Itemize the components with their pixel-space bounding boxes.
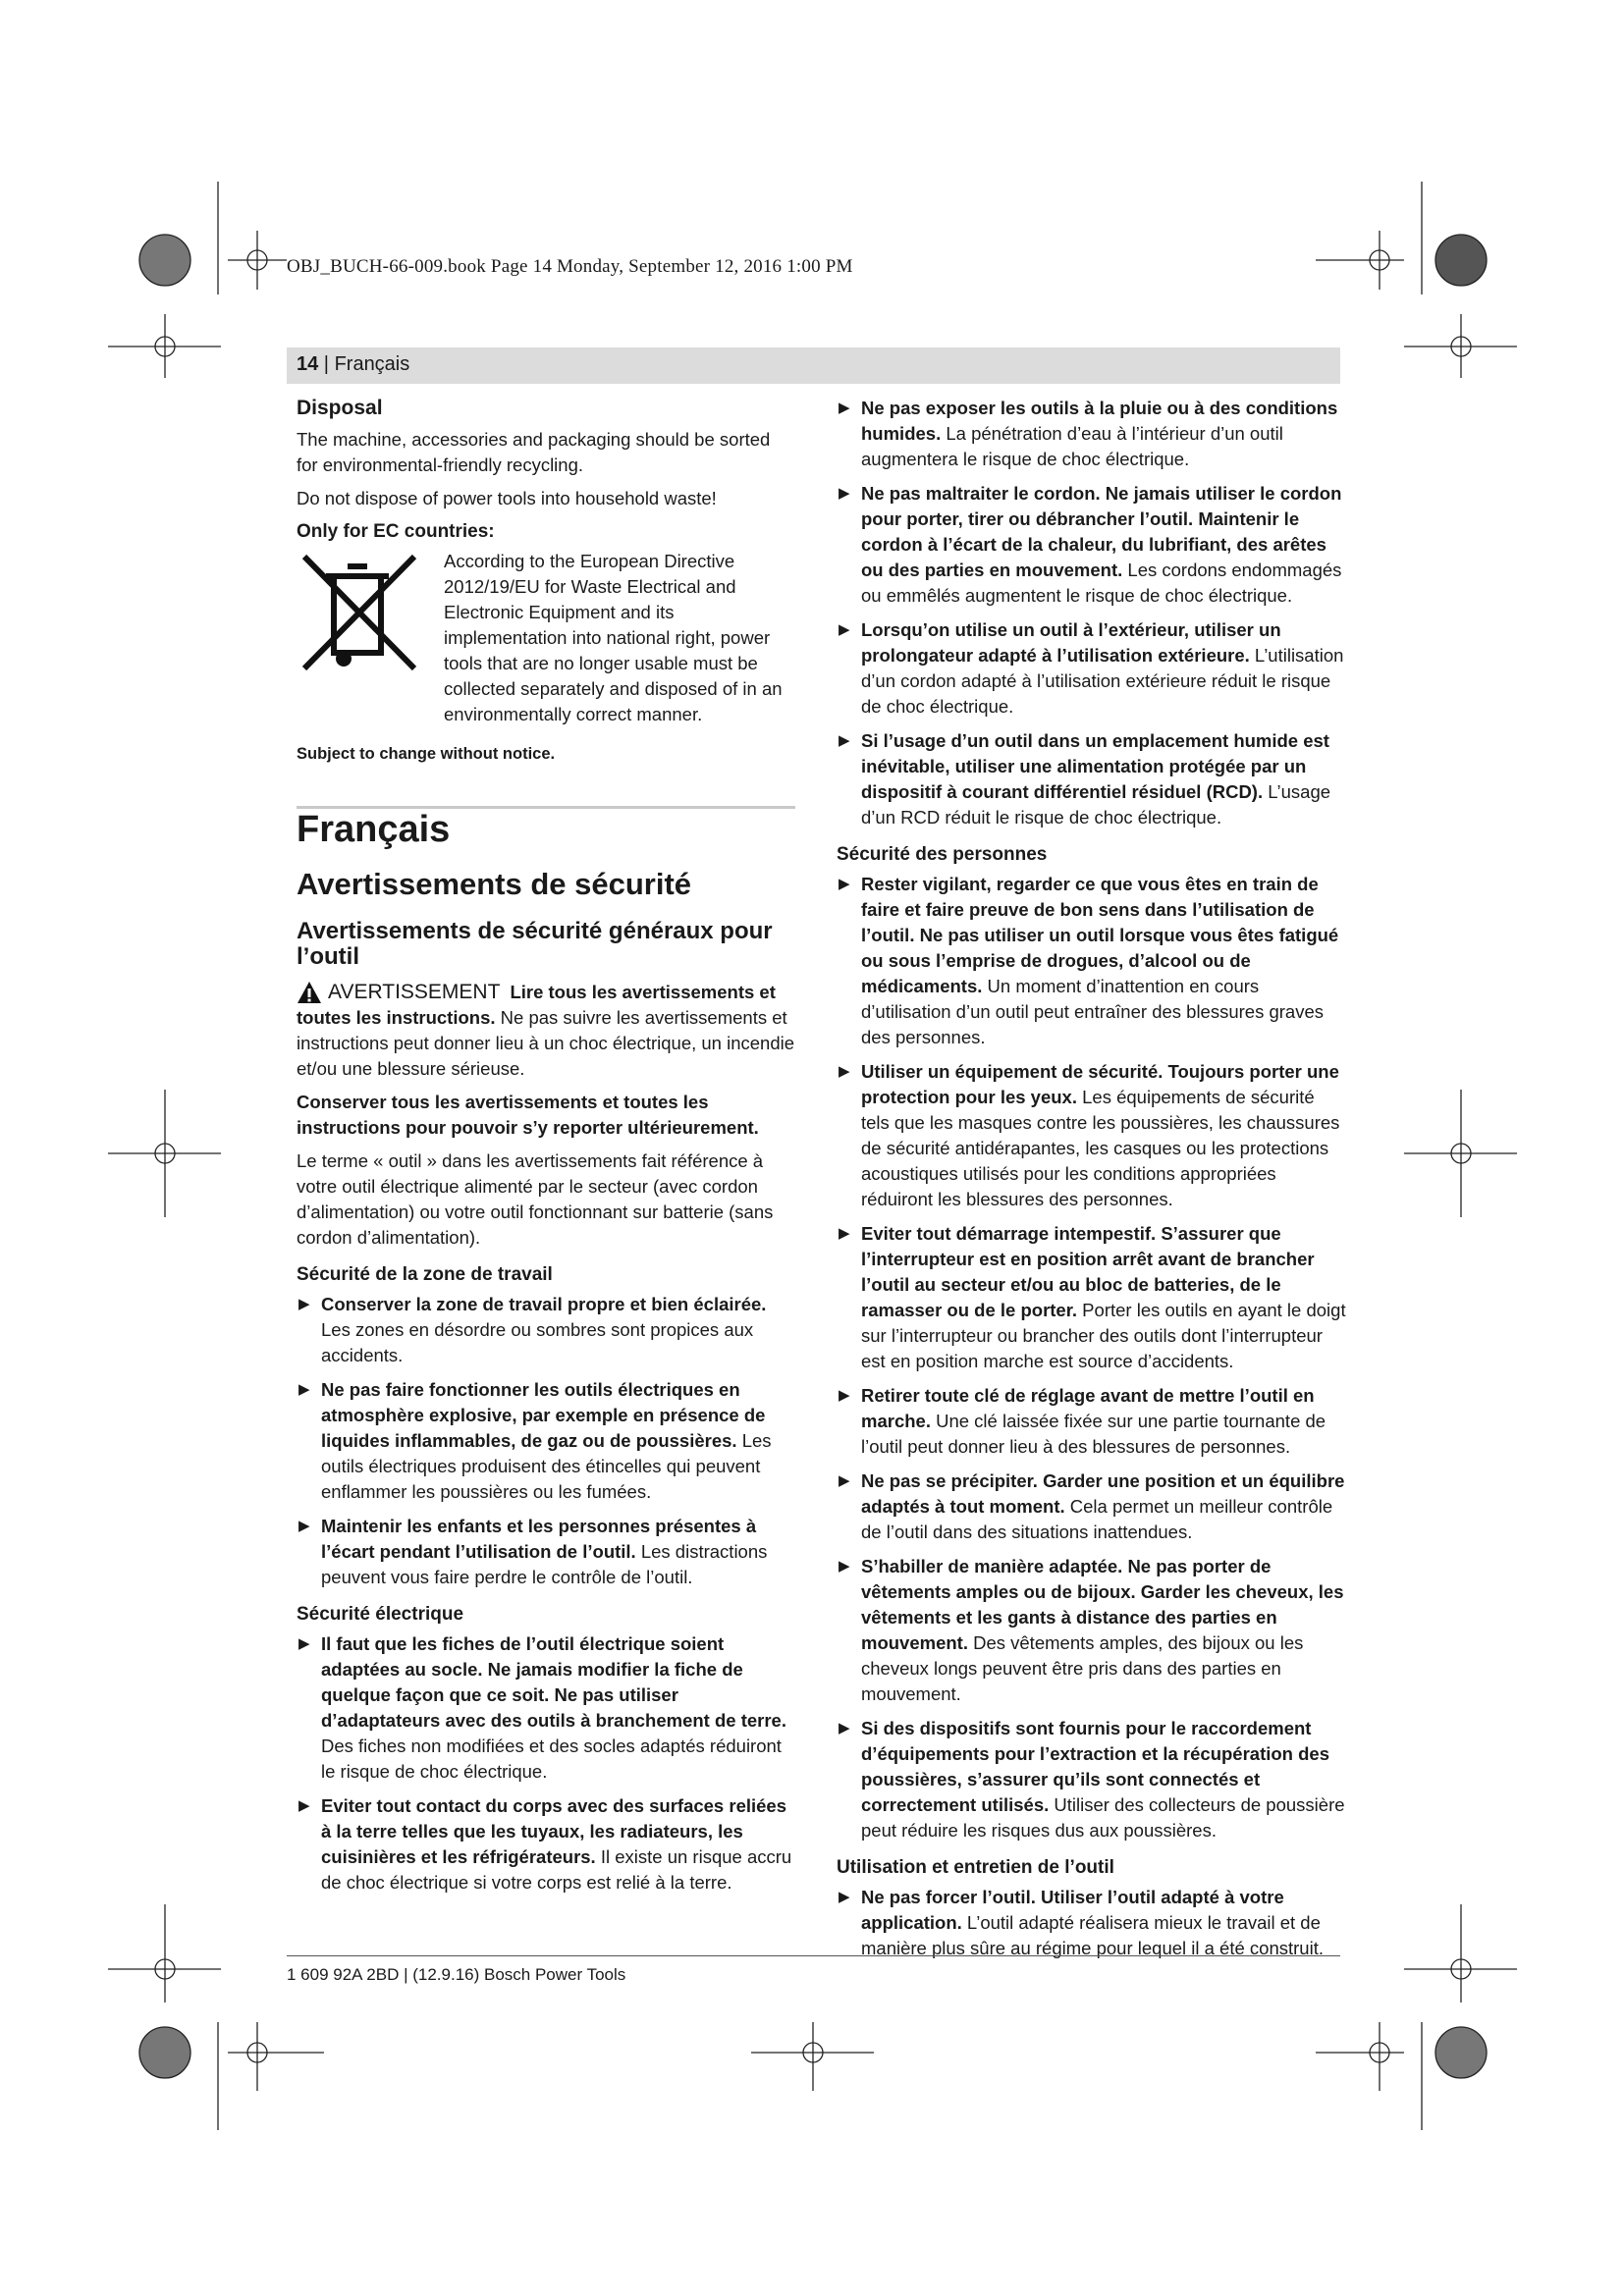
bullet-arrow-icon: ▶ xyxy=(839,1558,850,1575)
bullet-bold: Eviter tout démarrage intempestif. S’assurer que l’interrupteur est en position arrêt avant de brancher l’outil au secteur et/ou au bloc de batteries, de le ramasser ou de le porter. xyxy=(861,1223,1315,1320)
zone-title: Sécurité de la zone de travail xyxy=(297,1264,553,1285)
bullet-arrow-icon: ▶ xyxy=(839,621,850,638)
bullet-arrow-icon: ▶ xyxy=(839,485,850,502)
bullet-text: Une clé laissée fixée sur une partie tournante de l’outil peut donner lieu à des blessures de personnes. xyxy=(861,1411,1326,1457)
bullet-arrow-icon: ▶ xyxy=(298,1797,310,1814)
bullet-item xyxy=(837,1383,1347,1460)
conserver-text: Conserver tous les avertissements et toutes les instructions pour pouvoir s’y reporter ultérieurement. xyxy=(297,1092,759,1138)
bullet-bold: Ne pas exposer les outils à la pluie ou à des conditions humides. xyxy=(861,398,1338,444)
bullet-item xyxy=(837,872,1347,1050)
bullet-arrow-icon: ▶ xyxy=(839,732,850,749)
warning-bold: Lire tous les avertissements et toutes les instructions. xyxy=(297,982,776,1028)
elec-title: Sécurité électrique xyxy=(297,1604,464,1625)
right-column xyxy=(837,396,1347,1970)
bullet-text: Les équipements de sécurité tels que les masques contre les poussières, les chaussures de sécurité antidérapantes, les casques ou les protections acoustiques utilisés pour les conditions appropriées réduiront les blessures des personnes. xyxy=(861,1087,1340,1209)
page-header xyxy=(297,353,409,376)
subject-note: Subject to change without notice. xyxy=(297,745,556,763)
bullet-item xyxy=(297,1793,795,1896)
bullet-item xyxy=(297,1377,795,1505)
bullet-item xyxy=(297,1631,795,1785)
bullet-item xyxy=(837,1059,1347,1212)
bullet-arrow-icon: ▶ xyxy=(839,1889,850,1905)
left-column xyxy=(297,396,795,1904)
bullet-item xyxy=(837,481,1347,609)
warning-paragraph xyxy=(297,980,795,1082)
bullet-text: L’utilisation d’un cordon adapté à l’utilisation extérieure réduit le risque de choc électrique. xyxy=(861,645,1344,717)
footer: 1 609 92A 2BD | (12.9.16) Bosch Power Tools xyxy=(287,1965,626,1984)
bullet-item xyxy=(837,1885,1347,1961)
bullet-bold: Si l’usage d’un outil dans un emplacement humide est inévitable, utiliser une alimentation protégée par un dispositif à courant différentiel résiduel (RCD). xyxy=(861,730,1329,802)
elec-list-left xyxy=(297,1631,795,1896)
bullet-arrow-icon: ▶ xyxy=(839,1225,850,1242)
bullet-bold: Maintenir les enfants et les personnes présentes à l’écart pendant l’utilisation de l’outil. xyxy=(321,1516,757,1562)
bullet-bold: S’habiller de manière adaptée. Ne pas porter de vêtements amples ou de bijoux. Garder les cheveux, les vêtements et les gants à distance des parties en mouvement. xyxy=(861,1556,1344,1653)
bullet-item xyxy=(837,617,1347,720)
header-separator: | xyxy=(318,353,335,375)
bullet-text: La pénétration d’eau à l’intérieur d’un outil augmentera le risque de choc électrique. xyxy=(861,423,1283,469)
bullet-bold: Eviter tout contact du corps avec des surfaces reliées à la terre telles que les tuyaux, les radiateurs, les cuisinières et les réfrigérateurs. xyxy=(321,1795,786,1867)
header-language: Français xyxy=(334,353,410,375)
bullet-text: Des fiches non modifiées et des socles adaptés réduiront le risque de choc électrique. xyxy=(321,1735,782,1782)
bullet-arrow-icon: ▶ xyxy=(298,1518,310,1534)
bullet-item xyxy=(837,396,1347,472)
bullet-bold: Conserver la zone de travail propre et bien éclairée. xyxy=(321,1294,767,1314)
disposal-text-1: The machine, accessories and packaging should be sorted for environmental-friendly recycling. xyxy=(297,429,771,475)
section-title-francais: Français xyxy=(297,809,451,850)
bullet-text: Porter les outils en ayant le doigt sur l’interrupteur ou brancher des outils dont l’interrupteur est en position marche est source d’accidents. xyxy=(861,1300,1346,1371)
bullet-item xyxy=(297,1514,795,1590)
disposal-text-2: Do not dispose of power tools into household waste! xyxy=(297,488,717,508)
bullet-text: Utiliser des collecteurs de poussière peut réduire les risques dus aux poussières. xyxy=(861,1794,1345,1841)
bullet-item xyxy=(837,728,1347,830)
bullet-bold: Lorsqu’on utilise un outil à l’extérieur, utiliser un prolongateur adapté à l’utilisation extérieure. xyxy=(861,619,1281,666)
disposal-title: Disposal xyxy=(297,397,383,419)
bullet-text: L’usage d’un RCD réduit le risque de choc électrique. xyxy=(861,781,1331,828)
outil-title: Utilisation et entretien de l’outil xyxy=(837,1857,1114,1878)
bullet-text: L’outil adapté réalisera mieux le travail et de manière plus sûre au régime pour lequel il a été construit. xyxy=(861,1912,1324,1958)
bullet-item xyxy=(837,1554,1347,1707)
bullet-arrow-icon: ▶ xyxy=(839,1472,850,1489)
footer-rule xyxy=(287,1955,1340,1956)
page-header-bar xyxy=(287,347,1340,384)
crossed-bin-icon xyxy=(297,549,424,676)
bullet-arrow-icon: ▶ xyxy=(298,1381,310,1398)
warning-triangle-icon xyxy=(297,981,322,1004)
ec-text: According to the European Directive 2012/19/EU for Waste Electrical and Electronic Equipment and its implementation into national right, power tools that are no longer usable must be collected separately and disposed of in an environmentally correct manner. xyxy=(444,551,783,724)
weee-block xyxy=(297,549,795,727)
bullet-item xyxy=(837,1221,1347,1374)
bullet-arrow-icon: ▶ xyxy=(839,876,850,892)
bullet-bold: Si des dispositifs sont fournis pour le raccordement d’équipements pour l’extraction et la récupération des poussières, s’assurer qu’ils sont connectés et correctement utilisés. xyxy=(861,1718,1329,1815)
bullet-arrow-icon: ▶ xyxy=(839,1387,850,1404)
ec-title: Only for EC countries: xyxy=(297,521,495,542)
bullet-text: Des vêtements amples, des bijoux ou les cheveux longs peuvent être pris dans des parties en mouvement. xyxy=(861,1632,1304,1704)
bullet-item xyxy=(297,1292,795,1368)
terme-text: Le terme « outil » dans les avertissements fait référence à votre outil électrique alimenté par le secteur (avec cordon d’alimentation) ou votre outil fonctionnant sur batterie (sans cordon d’alimentation). xyxy=(297,1150,774,1248)
bullet-arrow-icon: ▶ xyxy=(298,1296,310,1312)
warning-label: AVERTISSEMENT xyxy=(328,981,501,1003)
bullet-text: Les distractions peuvent vous faire perdre le contrôle de l’outil. xyxy=(321,1541,768,1587)
bullet-arrow-icon: ▶ xyxy=(839,1720,850,1736)
bullet-bold: Ne pas se précipiter. Garder une position et un équilibre adaptés à tout moment. xyxy=(861,1470,1345,1517)
outil-list xyxy=(837,1885,1347,1961)
elec-list-right xyxy=(837,396,1347,830)
pers-title: Sécurité des personnes xyxy=(837,844,1048,865)
warning-text: Ne pas suivre les avertissements et instructions peut donner lieu à un choc électrique, un incendie et/ou une blessure sérieuse. xyxy=(297,1007,795,1079)
bullet-bold: Ne pas forcer l’outil. Utiliser l’outil adapté à votre application. xyxy=(861,1887,1284,1933)
bullet-bold: Ne pas maltraiter le cordon. Ne jamais utiliser le cordon pour porter, tirer ou débrancher l’outil. Maintenir le cordon à l’écart de la chaleur, du lubrifiant, des arêtes ou des parties en mouvement. xyxy=(861,483,1342,580)
pers-list xyxy=(837,872,1347,1843)
bullet-item xyxy=(837,1716,1347,1843)
bullet-text: Il existe un risque accru de choc électrique si votre corps est relié à la terre. xyxy=(321,1846,792,1893)
bullet-arrow-icon: ▶ xyxy=(839,400,850,416)
avert-title: Avertissements de sécurité xyxy=(297,867,692,901)
zone-list xyxy=(297,1292,795,1590)
bullet-bold: Ne pas faire fonctionner les outils électriques en atmosphère explosive, par exemple en présence de liquides inflammables, de gaz ou de poussières. xyxy=(321,1379,766,1451)
bullet-text: Les zones en désordre ou sombres sont propices aux accidents. xyxy=(321,1319,754,1365)
bullet-item xyxy=(837,1468,1347,1545)
bullet-text: Cela permet un meilleur contrôle de l’outil dans des situations inattendues. xyxy=(861,1496,1333,1542)
bullet-bold: Il faut que les fiches de l’outil électrique soient adaptées au socle. Ne jamais modifier la fiche de quelque façon que ce soit. Ne pas utiliser d’adaptateurs avec des outils à branchement de terre. xyxy=(321,1633,786,1731)
page-number: 14 xyxy=(297,353,319,375)
bullet-bold: Utiliser un équipement de sécurité. Toujours porter une protection pour les yeux. xyxy=(861,1061,1339,1107)
bullet-bold: Rester vigilant, regarder ce que vous êtes en train de faire et faire preuve de bon sens dans l’utilisation de l’outil. Ne pas utiliser un outil lorsque vous êtes fatigué ou sous l’emprise de drogues, d’alcool ou de médicaments. xyxy=(861,874,1339,996)
print-slug: OBJ_BUCH-66-009.book Page 14 Monday, September 12, 2016 1:00 PM xyxy=(287,256,853,277)
bullet-text: Les outils électriques produisent des étincelles qui peuvent enflammer les poussières ou les fumées. xyxy=(321,1430,772,1502)
bullet-bold: Retirer toute clé de réglage avant de mettre l’outil en marche. xyxy=(861,1385,1315,1431)
avert-general-title: Avertissements de sécurité généraux pour l’outil xyxy=(297,918,773,970)
bullet-arrow-icon: ▶ xyxy=(839,1063,850,1080)
bullet-arrow-icon: ▶ xyxy=(298,1635,310,1652)
bullet-text: Les cordons endommagés ou emmêlés augmentent le risque de choc électrique. xyxy=(861,560,1342,606)
bullet-text: Un moment d’inattention en cours d’utilisation d’un outil peut entraîner des blessures graves des personnes. xyxy=(861,976,1325,1047)
